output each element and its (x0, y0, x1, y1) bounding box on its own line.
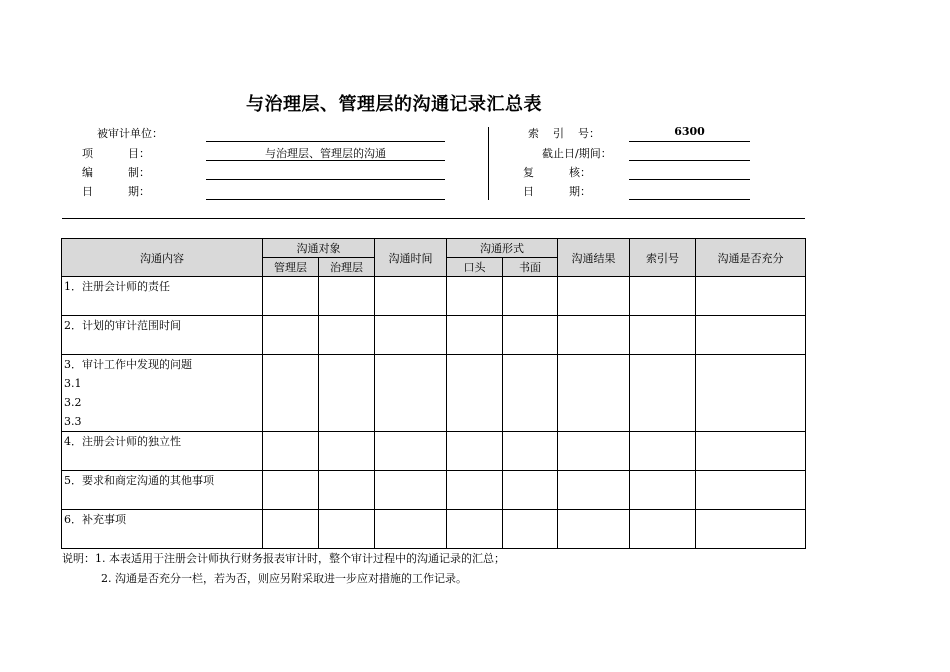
cell-oral[interactable] (447, 277, 503, 316)
cell-index[interactable] (630, 471, 696, 510)
label-audited-entity: 被审计单位： (97, 127, 163, 140)
cell-index[interactable] (630, 316, 696, 355)
cell-oral[interactable] (447, 471, 503, 510)
field-line-date-right[interactable] (629, 199, 750, 200)
note-2: 2. 沟通是否充分一栏，若为否，则应另附采取进一步应对措施的工作记录。 (101, 572, 467, 585)
cell-result[interactable] (558, 316, 630, 355)
cell-time[interactable] (375, 355, 447, 432)
cell-management[interactable] (263, 432, 319, 471)
header-time: 沟通时间 (375, 239, 447, 277)
cell-sufficient[interactable] (696, 355, 806, 432)
field-line-audited-entity[interactable] (206, 141, 445, 142)
field-line-period-end[interactable] (629, 160, 750, 161)
cell-result[interactable] (558, 432, 630, 471)
table-row (62, 432, 806, 471)
cell-result[interactable] (558, 510, 630, 549)
label-reviewer: 复 核： (523, 166, 591, 179)
cell-written[interactable] (503, 432, 558, 471)
cell-time[interactable] (375, 471, 447, 510)
cell-sufficient[interactable] (696, 432, 806, 471)
header-index: 索引号 (630, 239, 696, 277)
section-divider (62, 218, 805, 219)
header-target: 沟通对象 (263, 239, 375, 258)
header-content: 沟通内容 (62, 239, 263, 277)
value-project: 与治理层、管理层的沟通 (265, 147, 386, 160)
item-title: 5．要求和商定沟通的其他事项 (64, 474, 214, 487)
note-1: 说明：1. 本表适用于注册会计师执行财务报表审计时，整个审计过程中的沟通记录的汇总； (62, 552, 505, 565)
value-index-number: 6300 (674, 125, 705, 138)
header-governance: 治理层 (319, 258, 375, 277)
cell-index[interactable] (630, 432, 696, 471)
cell-sufficient[interactable] (696, 510, 806, 549)
header-sufficient: 沟通是否充分 (696, 239, 806, 277)
label-period-end: 截止日/期间： (542, 147, 612, 160)
cell-sufficient[interactable] (696, 316, 806, 355)
cell-oral[interactable] (447, 316, 503, 355)
item-title: 4．注册会计师的独立性 (64, 435, 181, 448)
document-title: 与治理层、管理层的沟通记录汇总表 (246, 94, 542, 115)
header-result: 沟通结果 (558, 239, 630, 277)
item-subline: 3.1 (64, 377, 82, 390)
item-title: 3．审计工作中发现的问题 (64, 358, 192, 371)
header-form: 沟通形式 (447, 239, 558, 258)
cell-content (62, 510, 263, 549)
item-title: 2．计划的审计范围时间 (64, 319, 181, 332)
item-subline (62, 529, 262, 548)
label-project: 项 目： (82, 147, 150, 160)
field-line-reviewer[interactable] (629, 179, 750, 180)
cell-content (62, 277, 263, 316)
cell-result[interactable] (558, 277, 630, 316)
header-oral: 口头 (447, 258, 503, 277)
item-title: 6．补充事项 (64, 513, 126, 526)
table-row (62, 316, 806, 355)
label-date-right: 日 期： (523, 185, 591, 198)
item-subline (62, 335, 262, 354)
header-written: 书面 (503, 258, 558, 277)
cell-sufficient[interactable] (696, 277, 806, 316)
cell-written[interactable] (503, 277, 558, 316)
cell-time[interactable] (375, 277, 447, 316)
label-index-number: 索 引 号： (528, 127, 600, 140)
item-subline: 3.3 (64, 415, 82, 428)
cell-oral[interactable] (447, 510, 503, 549)
label-prepared-by: 编 制： (82, 166, 150, 179)
cell-governance[interactable] (319, 471, 375, 510)
cell-index[interactable] (630, 510, 696, 549)
header-divider (488, 127, 489, 200)
label-date-left: 日 期： (82, 185, 150, 198)
cell-result[interactable] (558, 471, 630, 510)
table-row (62, 277, 806, 316)
field-line-prepared-by[interactable] (206, 179, 445, 180)
field-line-date-left[interactable] (206, 199, 445, 200)
item-subline (62, 451, 262, 470)
table-row (62, 510, 806, 549)
table-body (62, 277, 806, 549)
cell-management[interactable] (263, 471, 319, 510)
cell-governance[interactable] (319, 277, 375, 316)
communication-table (61, 238, 806, 549)
cell-management[interactable] (263, 277, 319, 316)
item-subline (62, 490, 262, 509)
field-line-index-number[interactable] (629, 141, 750, 142)
cell-oral[interactable] (447, 432, 503, 471)
cell-management[interactable] (263, 355, 319, 432)
cell-content (62, 355, 263, 432)
cell-index[interactable] (630, 355, 696, 432)
cell-content (62, 432, 263, 471)
cell-written[interactable] (503, 471, 558, 510)
cell-content (62, 471, 263, 510)
cell-written[interactable] (503, 510, 558, 549)
cell-time[interactable] (375, 510, 447, 549)
cell-management[interactable] (263, 316, 319, 355)
cell-governance[interactable] (319, 355, 375, 432)
item-subline (62, 296, 262, 315)
cell-management[interactable] (263, 510, 319, 549)
item-subline: 3.2 (64, 396, 82, 409)
cell-index[interactable] (630, 277, 696, 316)
table-row (62, 471, 806, 510)
cell-written[interactable] (503, 316, 558, 355)
cell-oral[interactable] (447, 355, 503, 432)
cell-time[interactable] (375, 316, 447, 355)
cell-written[interactable] (503, 355, 558, 432)
cell-governance[interactable] (319, 432, 375, 471)
header-management: 管理层 (263, 258, 319, 277)
cell-governance[interactable] (319, 510, 375, 549)
cell-result[interactable] (558, 355, 630, 432)
cell-content (62, 316, 263, 355)
cell-time[interactable] (375, 432, 447, 471)
table-row (62, 355, 806, 432)
item-title: 1．注册会计师的责任 (64, 280, 170, 293)
cell-sufficient[interactable] (696, 471, 806, 510)
cell-governance[interactable] (319, 316, 375, 355)
